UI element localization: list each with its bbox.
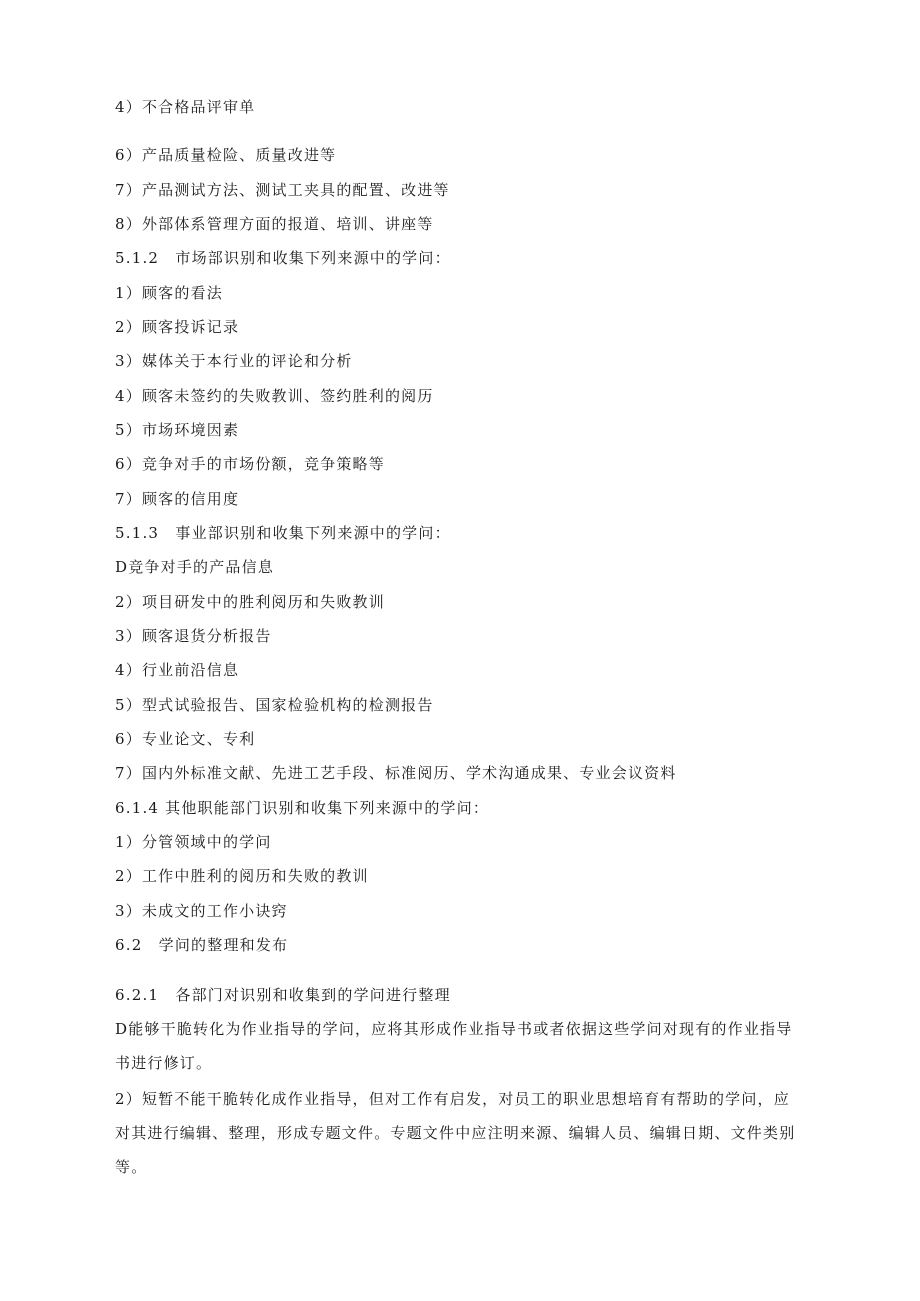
- list-item: 4）不合格品评审单: [115, 98, 256, 116]
- list-item: 2）工作中胜利的阅历和失败的教训: [115, 867, 369, 885]
- list-item: 1）顾客的看法: [115, 284, 223, 302]
- list-item: 7）产品测试方法、测试工夹具的配置、改进等: [115, 181, 450, 199]
- list-item: 8）外部体系管理方面的报道、培训、讲座等: [115, 215, 434, 233]
- list-item: 7）国内外标准文献、先进工艺手段、标准阅历、学术沟通成果、专业会议资料: [115, 764, 677, 782]
- list-item: 7）顾客的信用度: [115, 490, 240, 508]
- paragraph: 2）短暂不能干脆转化成作业指导，但对工作有启发，对员工的职业思想培育有帮助的学问，应对其进行编辑、整理，形成专题文件。专题文件中应注明来源、编辑人员、编辑日期、文件类别等。: [115, 1090, 796, 1176]
- list-item: 5）型式试验报告、国家检验机构的检测报告: [115, 696, 434, 714]
- section-heading: 5.1.3 事业部识别和收集下列来源中的学问：: [115, 524, 451, 542]
- paragraph: D能够干脆转化为作业指导的学问，应将其形成作业指导书或者依据这些学问对现有的作业指导书进行修订。: [115, 1020, 793, 1072]
- list-item: 6）产品质量检险、质量改进等: [115, 146, 337, 164]
- section-heading: 6.2 学问的整理和发布: [115, 936, 289, 954]
- list-item: 6）竞争对手的市场份额，竞争策略等: [115, 455, 385, 473]
- section-heading: 5.1.2 市场部识别和收集下列来源中的学问：: [115, 249, 451, 267]
- list-item: 3）顾客退货分析报告: [115, 627, 272, 645]
- list-item: 2）项目研发中的胜利阅历和失败教训: [115, 593, 385, 611]
- list-item: 5）市场环境因素: [115, 421, 240, 439]
- section-heading: 6.2.1 各部门对识别和收集到的学问进行整理: [115, 986, 451, 1004]
- list-item: 1）分管领域中的学问: [115, 833, 272, 851]
- section-heading: 6.1.4 其他职能部门识别和收集下列来源中的学问：: [115, 799, 490, 817]
- list-item: 3）未成文的工作小诀窍: [115, 902, 288, 920]
- list-item: D竞争对手的产品信息: [115, 558, 275, 576]
- list-item: 6）专业论文、专利: [115, 730, 256, 748]
- list-item: 3）媒体关于本行业的评论和分析: [115, 352, 353, 370]
- list-item: 4）行业前沿信息: [115, 661, 240, 679]
- list-item: 4）顾客未签约的失败教训、签约胜利的阅历: [115, 387, 434, 405]
- list-item: 2）顾客投诉记录: [115, 318, 240, 336]
